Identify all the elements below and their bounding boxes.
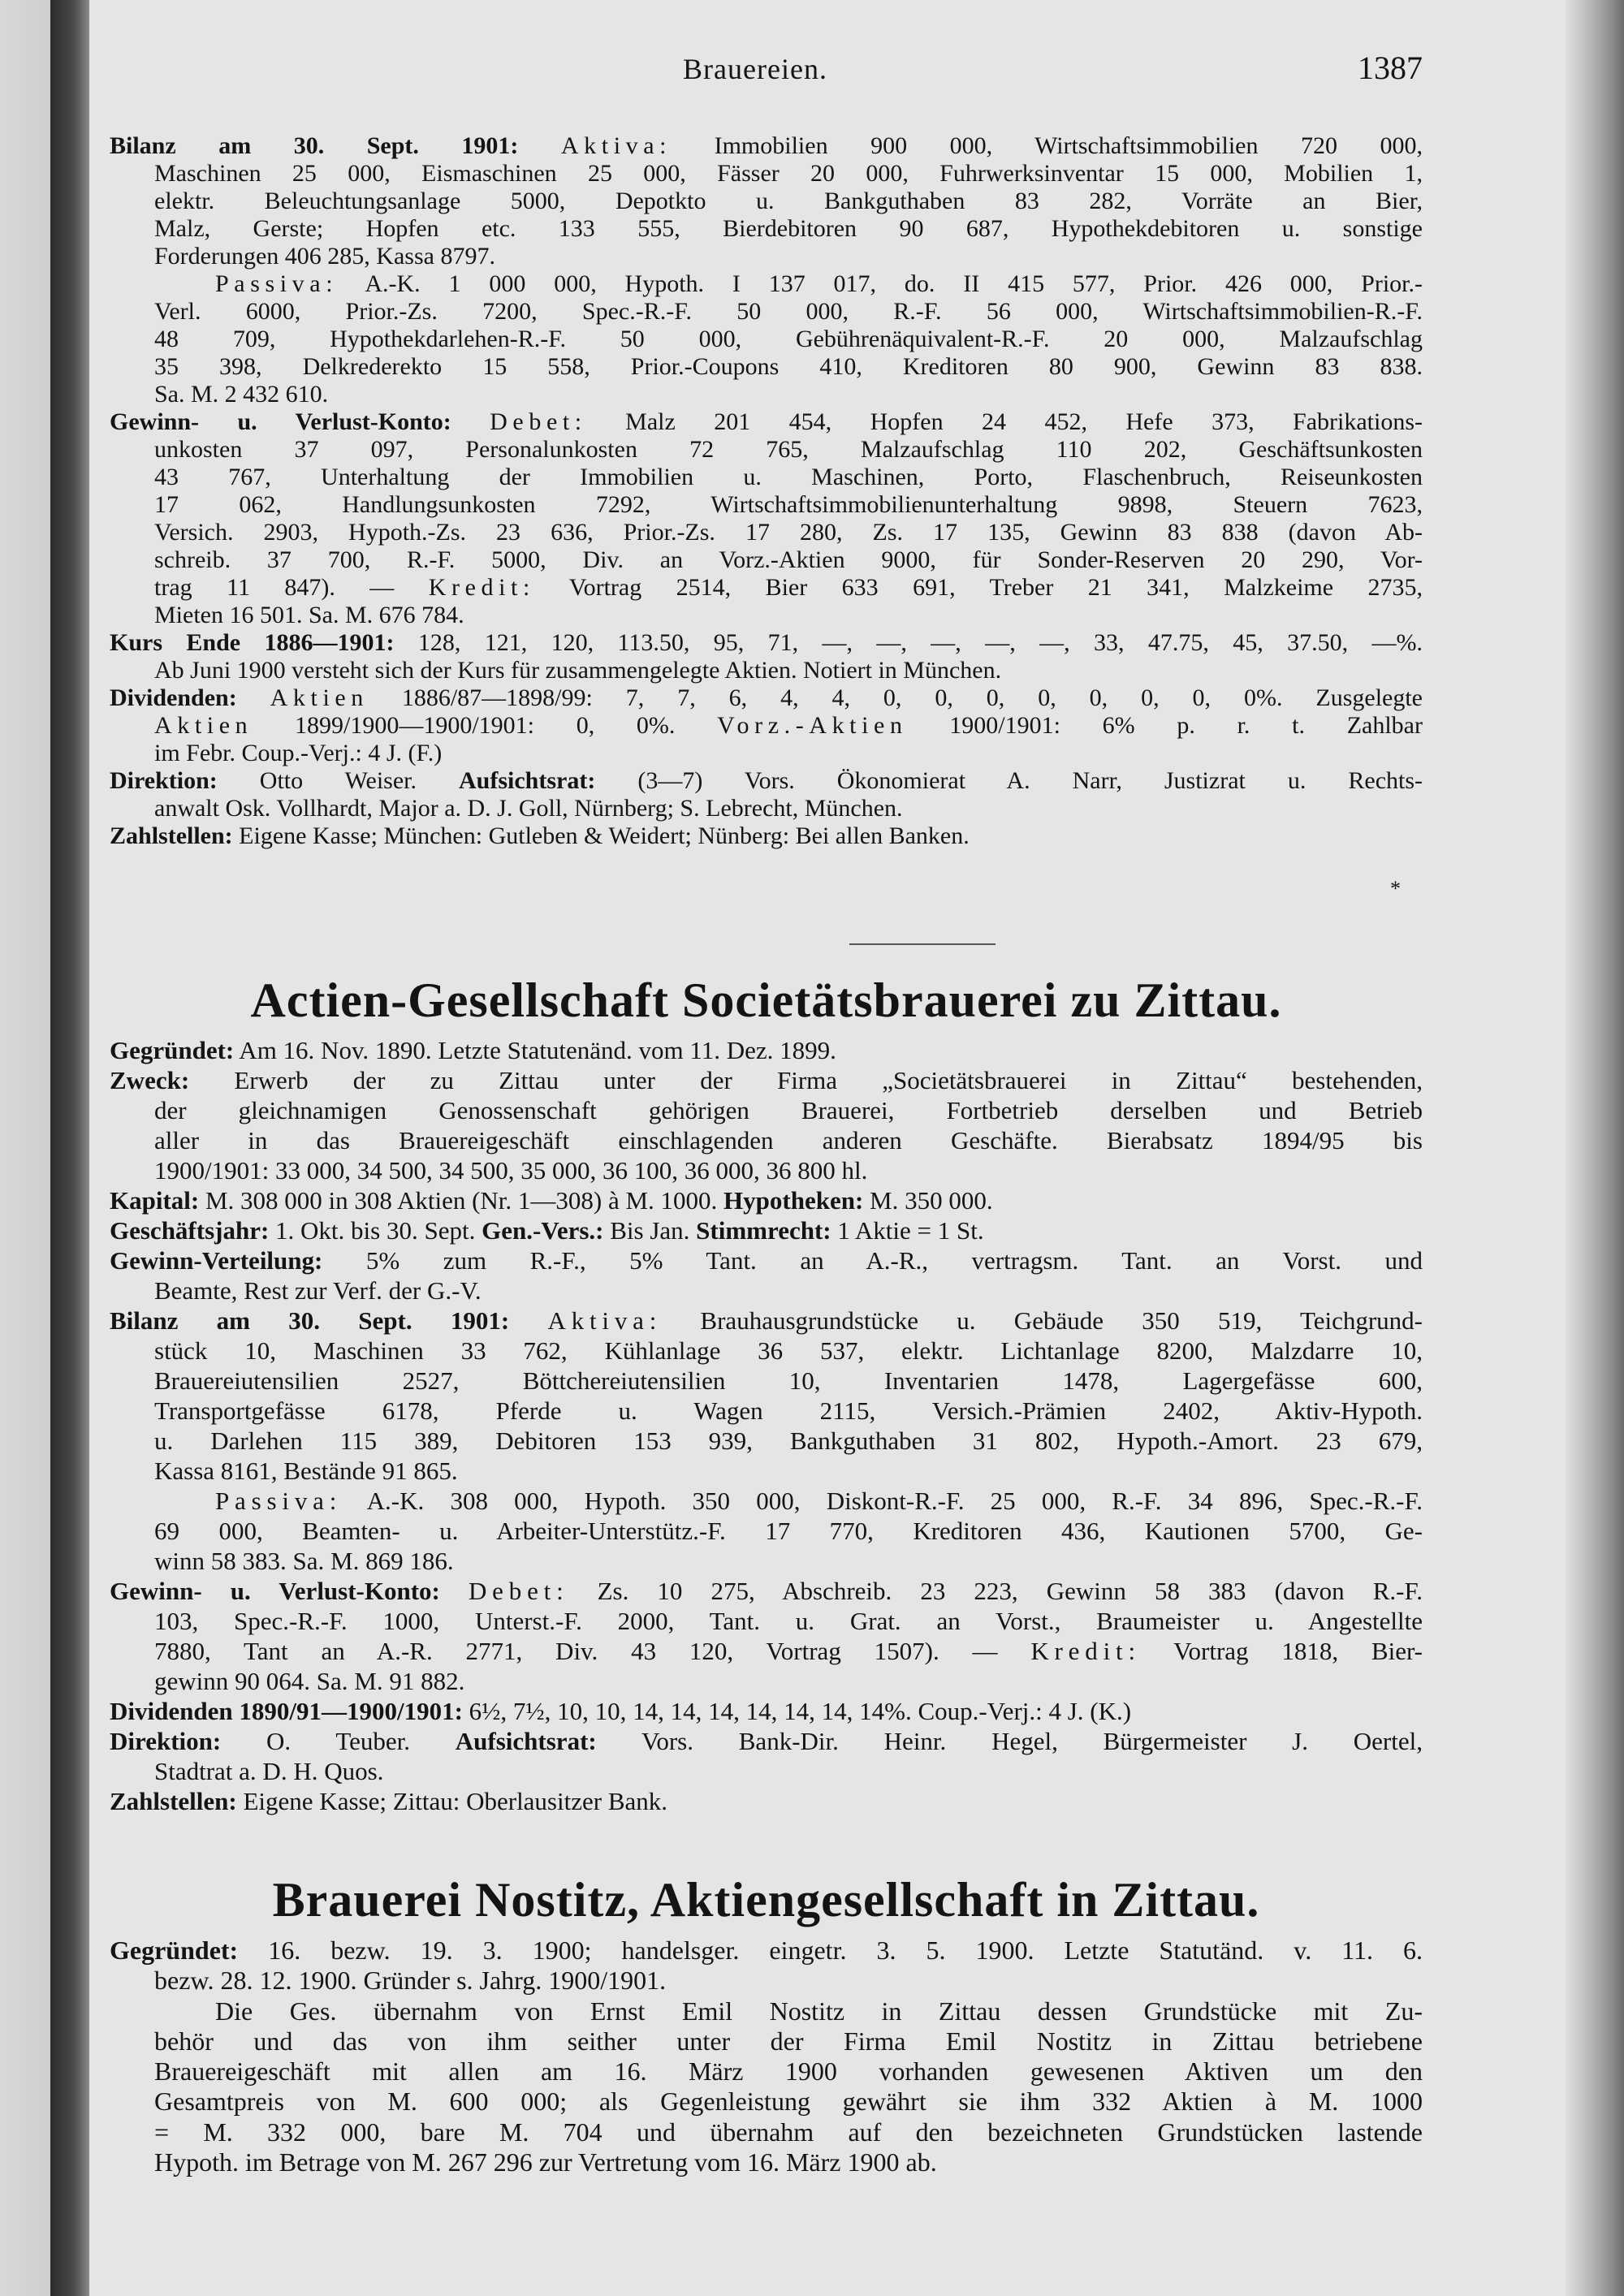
text-line <box>110 822 1423 850</box>
entry-text: 1899/1900—1900/1901: 0, 0%. <box>253 712 718 739</box>
text-line <box>110 132 1423 160</box>
spaced-heading: Passiva: <box>215 1487 343 1515</box>
text-line: Stadtrat a. D. H. Quos. <box>154 1757 384 1785</box>
entry-text: trag 11 847). — <box>154 574 429 601</box>
text-line: 1900/1901: 33 000, 34 500, 34 500, 35 000, 36 100, 36 000, 36 800 hl. <box>154 1156 868 1185</box>
entry-text: Zs. 10 275, Abschreib. 23 223, Gewinn 58 383 (davon R.-F. <box>568 1577 1423 1605</box>
entry-label: Direktion: <box>110 767 218 794</box>
spaced-heading: Aktien <box>154 712 253 739</box>
entry-label: Dividenden: <box>110 684 237 711</box>
entry-label: Gegründet: <box>110 1936 239 1965</box>
text-line: schreib. 37 700, R.-F. 5000, Div. an Vorz.-Aktien 9000, für Sonder-Reserven 20 290, Vor- <box>154 546 1423 573</box>
text-line <box>215 270 1423 298</box>
entry-label: Kapital: <box>110 1186 200 1215</box>
text-line: Malz, Gerste; Hopfen etc. 133 555, Bierdebitoren 90 687, Hypothekdebitoren u. sonstige <box>154 215 1423 242</box>
entry-label: Bilanz am 30. Sept. 1901: <box>110 132 519 159</box>
adjacent-page-margin <box>0 0 50 2296</box>
spaced-heading: Aktiva: <box>547 1306 663 1335</box>
entry-text: Immobilien 900 000, Wirtschaftsimmobilien 720 000, <box>672 132 1423 159</box>
company-title-brauerei-nostitz: Brauerei Nostitz, Aktiengesellschaft in Zittau. <box>272 1873 1260 1927</box>
entry-text: A.-K. 308 000, Hypoth. 350 000, Diskont-R.-F. 25 000, R.-F. 34 896, Spec.-R.-F. <box>342 1487 1423 1515</box>
section-divider <box>849 943 996 945</box>
spaced-heading: Kredit: <box>1030 1637 1141 1665</box>
text-line: winn 58 383. Sa. M. 869 186. <box>154 1547 454 1575</box>
text-line <box>110 1306 1423 1336</box>
text-line <box>110 684 1423 712</box>
text-line: Brauereiutensilien 2527, Böttchereiutensilien 10, Inventarien 1478, Lagergefässe 600, <box>154 1366 1423 1395</box>
text-line: 43 767, Unterhaltung der Immobilien u. Maschinen, Porto, Flaschenbruch, Reiseunkosten <box>154 464 1423 490</box>
entry-text: M. 308 000 in 308 Aktien (Nr. 1—308) à M. 1000. <box>199 1186 724 1215</box>
text-line <box>110 1065 1423 1095</box>
text-line <box>110 1786 1423 1816</box>
entry-label: Zahlstellen: <box>110 1787 237 1815</box>
text-line: im Febr. Coup.-Verj.: 4 J. (F.) <box>154 740 443 766</box>
text-line <box>110 1936 1423 1966</box>
spaced-heading: Aktiva: <box>560 132 672 159</box>
entry-text: M. 350 000. <box>863 1186 993 1215</box>
section-societaetsbrauerei-zittau <box>110 1035 1423 1816</box>
entry-label: Gewinn- u. Verlust-Konto: <box>110 1577 440 1605</box>
entry-text: 1900/1901: 6% p. r. t. Zahlbar <box>907 712 1423 739</box>
entry-text <box>451 408 490 435</box>
entry-text: 1. Okt. bis 30. Sept. <box>269 1216 482 1245</box>
entry-text: Vortrag 1818, Bier- <box>1140 1637 1423 1665</box>
entry-text: Bis Jan. <box>603 1216 697 1245</box>
text-line: behör und das von ihm seither unter der Firma Emil Nostitz in Zittau betriebene <box>154 2026 1423 2056</box>
entry-label: Direktion: <box>110 1727 222 1755</box>
entry-label: Hypotheken: <box>723 1186 864 1215</box>
text-line: 35 398, Delkrederekto 15 558, Prior.-Coupons 410, Kreditoren 80 900, Gewinn 83 838. <box>154 353 1423 380</box>
entry-label: Aufsichtsrat: <box>459 767 596 794</box>
text-line: Sa. M. 2 432 610. <box>154 381 329 408</box>
text-line: Brauereigeschäft mit allen am 16. März 1900 vorhanden gewesenen Aktiven um den <box>154 2056 1423 2087</box>
text-line: aller in das Brauereigeschäft einschlagenden anderen Geschäfte. Bierabsatz 1894/95 bis <box>154 1126 1423 1154</box>
spaced-heading: Passiva: <box>215 270 339 297</box>
entry-label: Dividenden 1890/91—1900/1901: <box>110 1697 463 1725</box>
spaced-heading: Debet: <box>490 408 587 435</box>
text-line <box>154 1636 1423 1666</box>
entry-text: 6½, 7½, 10, 10, 14, 14, 14, 14, 14, 14, 14%. Coup.-Verj.: 4 J. (K.) <box>462 1697 1132 1725</box>
entry-label: Geschäftsjahr: <box>110 1216 270 1245</box>
footnote-asterisk: * <box>1390 877 1401 900</box>
text-line <box>154 712 1423 740</box>
page-edge-shadow <box>1566 0 1624 2296</box>
text-line: der gleichnamigen Genossenschaft gehörigen Brauerei, Fortbetrieb derselben und Betrieb <box>154 1096 1423 1124</box>
entry-label: Gen.-Vers.: <box>482 1216 604 1245</box>
entry-text: Malz 201 454, Hopfen 24 452, Hefe 373, Fabrikations- <box>586 408 1423 435</box>
section-brauerei-nostitz <box>110 1936 1423 2177</box>
text-line: Maschinen 25 000, Eismaschinen 25 000, Fässer 20 000, Fuhrwerksinventar 15 000, Mobilien 1, <box>154 160 1423 187</box>
text-line <box>110 1696 1423 1726</box>
entry-label: Gewinn- u. Verlust-Konto: <box>110 408 451 435</box>
section-previous-company-continued <box>110 132 1423 850</box>
text-line: u. Darlehen 115 389, Debitoren 153 939, Bankguthaben 31 802, Hypoth.-Amort. 23 679, <box>154 1426 1423 1455</box>
text-line <box>110 1215 1423 1245</box>
text-line: stück 10, Maschinen 33 762, Kühlanlage 36 537, elektr. Lichtanlage 8200, Malzdarre 10, <box>154 1336 1423 1365</box>
page-number: 1387 <box>1358 50 1423 86</box>
text-line: 48 709, Hypothekdarlehen-R.-F. 50 000, Gebührenäquivalent-R.-F. 20 000, Malzaufschlag <box>154 326 1423 352</box>
entry-text: 16. bezw. 19. 3. 1900; handelsger. eingetr. 3. 5. 1900. Letzte Statutänd. v. 11. 6. <box>238 1936 1423 1965</box>
entry-label: Stimmrecht: <box>696 1216 831 1245</box>
entry-text: 1886/87—1898/99: 7, 7, 6, 4, 4, 0, 0, 0, 0, 0, 0, 0, 0%. Zusgelegte <box>368 684 1423 711</box>
text-line: anwalt Osk. Vollhardt, Major a. D. J. Goll, Nürnberg; S. Lebrecht, München. <box>154 795 903 822</box>
text-line: elektr. Beleuchtungsanlage 5000, Depotkto u. Bankguthaben 83 282, Vorräte an Bier, <box>154 188 1423 214</box>
spaced-heading: Debet: <box>468 1577 569 1605</box>
entry-label: Aufsichtsrat: <box>455 1727 597 1755</box>
text-line <box>110 1726 1423 1756</box>
text-line <box>110 1185 1423 1215</box>
text-line <box>110 1576 1423 1606</box>
text-line: Ab Juni 1900 versteht sich der Kurs für zusammengelegte Aktien. Notiert in München. <box>154 657 1002 684</box>
text-line <box>110 408 1423 436</box>
text-line <box>110 1245 1423 1275</box>
text-line <box>215 1486 1423 1516</box>
entry-text <box>509 1306 547 1335</box>
entry-text: 5% zum R.-F., 5% Tant. an A.-R., vertragsm. Tant. an Vorst. und <box>322 1246 1423 1275</box>
entry-text: 1 Aktie = 1 St. <box>831 1216 984 1245</box>
entry-text: O. Teuber. <box>221 1727 456 1755</box>
text-line: 103, Spec.-R.-F. 1000, Unterst.-F. 2000, Tant. u. Grat. an Vorst., Braumeister u. Angestellte <box>154 1607 1423 1635</box>
entry-text: Eigene Kasse; Zittau: Oberlausitzer Bank. <box>236 1787 668 1815</box>
entry-label: Gewinn-Verteilung: <box>110 1246 323 1275</box>
entry-text: Vors. Bank-Dir. Heinr. Hegel, Bürgermeister J. Oertel, <box>596 1727 1423 1755</box>
text-line: Hypoth. im Betrage von M. 267 296 zur Vertretung vom 16. März 1900 ab. <box>154 2147 937 2177</box>
text-line: Gesamtpreis von M. 600 000; als Gegenleistung gewährt sie ihm 332 Aktien à M. 1000 <box>154 2087 1423 2117</box>
entry-label: Zahlstellen: <box>110 822 233 849</box>
text-line: Kassa 8161, Bestände 91 865. <box>154 1457 458 1485</box>
entry-text: Brauhausgrundstücke u. Gebäude 350 519, Teichgrund- <box>662 1306 1423 1335</box>
entry-text: Otto Weiser. <box>217 767 460 794</box>
text-line: 69 000, Beamten- u. Arbeiter-Unterstütz.-F. 17 770, Kreditoren 436, Kautionen 5700, Ge- <box>154 1517 1423 1545</box>
spaced-heading: Vorz.-Aktien <box>717 712 908 739</box>
running-head: Brauereien. <box>683 53 827 85</box>
text-line: gewinn 90 064. Sa. M. 91 882. <box>154 1667 465 1695</box>
entry-label: Zweck: <box>110 1066 190 1094</box>
entry-text: 128, 121, 120, 113.50, 95, 71, —, —, —, —, —, 33, 47.75, 45, 37.50, —%. <box>394 629 1423 656</box>
entry-text: (3—7) Vors. Ökonomierat A. Narr, Justizrat u. Rechts- <box>595 767 1423 794</box>
entry-text <box>440 1577 469 1605</box>
text-line: unkosten 37 097, Personalunkosten 72 765, Malzaufschlag 110 202, Geschäftsunkosten <box>154 436 1423 463</box>
entry-text <box>237 684 270 711</box>
entry-text: Erwerb der zu Zittau unter der Firma „Societätsbrauerei in Zittau“ bestehenden, <box>189 1066 1423 1094</box>
entry-text: Eigene Kasse; München: Gutleben & Weidert; Nünberg: Bei allen Banken. <box>232 822 970 849</box>
spaced-heading: Aktien <box>270 684 369 711</box>
text-line: Beamte, Rest zur Verf. der G.-V. <box>154 1276 482 1305</box>
text-line: Die Ges. übernahm von Ernst Emil Nostitz in Zittau dessen Grundstücke mit Zu- <box>215 1996 1423 2026</box>
text-line: 17 062, Handlungsunkosten 7292, Wirtschaftsimmobilienunterhaltung 9898, Steuern 7623, <box>154 491 1423 518</box>
text-line: Forderungen 406 285, Kassa 8797. <box>154 243 495 270</box>
entry-label: Bilanz am 30. Sept. 1901: <box>110 1306 510 1335</box>
text-line: Transportgefässe 6178, Pferde u. Wagen 2115, Versich.-Prämien 2402, Aktiv-Hypoth. <box>154 1396 1423 1425</box>
spaced-heading: Kredit: <box>428 574 535 601</box>
entry-text: 7880, Tant an A.-R. 2771, Div. 43 120, Vortrag 1507). — <box>154 1637 1031 1665</box>
text-line: Versich. 2903, Hypoth.-Zs. 23 636, Prior.-Zs. 17 280, Zs. 17 135, Gewinn 83 838 (davon Ab- <box>154 519 1423 546</box>
text-line: = M. 332 000, bare M. 704 und übernahm auf den bezeichneten Grundstücken lastende <box>154 2117 1423 2147</box>
text-line: bezw. 28. 12. 1900. Gründer s. Jahrg. 1900/1901. <box>154 1966 667 1996</box>
entry-label: Kurs Ende 1886—1901: <box>110 629 395 656</box>
company-title-societaetsbrauerei: Actien-Gesellschaft Societätsbrauerei zu Zittau. <box>250 973 1282 1027</box>
text-line <box>110 1035 1423 1065</box>
entry-text: A.-K. 1 000 000, Hypoth. I 137 017, do. II 415 577, Prior. 426 000, Prior.- <box>338 270 1423 297</box>
text-line <box>110 629 1423 657</box>
entry-text: Vortrag 2514, Bier 633 691, Treber 21 341, Malzkeime 2735, <box>534 574 1423 601</box>
book-gutter-shadow <box>50 0 89 2296</box>
text-line: Mieten 16 501. Sa. M. 676 784. <box>154 602 464 628</box>
entry-label: Gegründet: <box>110 1036 235 1064</box>
text-line <box>154 574 1423 602</box>
entry-text <box>518 132 561 159</box>
text-line: Verl. 6000, Prior.-Zs. 7200, Spec.-R.-F. 50 000, R.-F. 56 000, Wirtschaftsimmobilien-R.-F. <box>154 298 1423 325</box>
text-line <box>110 767 1423 795</box>
entry-text: Am 16. Nov. 1890. Letzte Statutenänd. vom 11. Dez. 1899. <box>234 1036 836 1064</box>
